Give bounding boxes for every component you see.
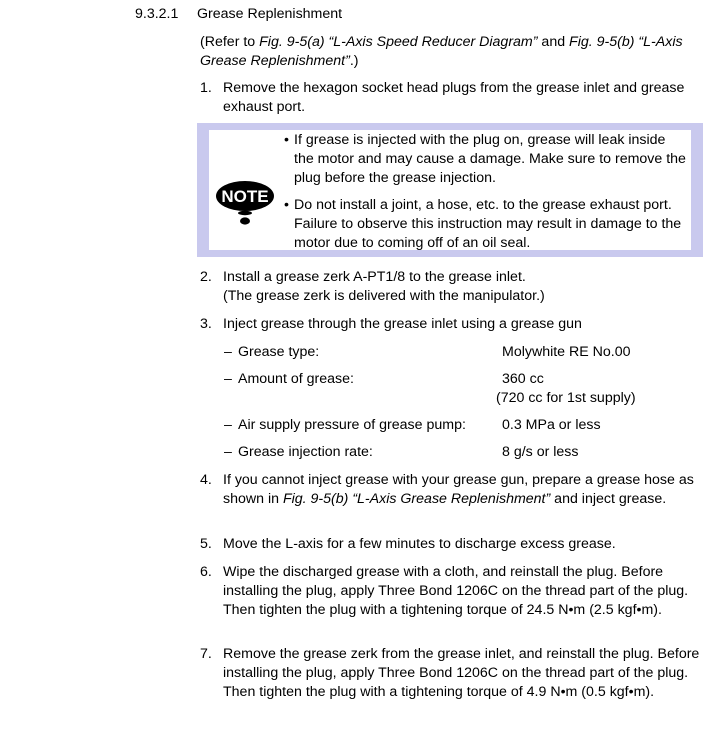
step-text-line: Install a grease zerk A-PT1/8 to the grease inlet.	[223, 269, 526, 285]
spec-label: Grease type:	[238, 344, 320, 360]
step-text	[223, 268, 700, 306]
spec-value-note: (720 cc for 1st supply)	[496, 390, 636, 406]
bullet-glyph: •	[284, 132, 289, 148]
bullet-glyph: •	[284, 197, 289, 213]
note-content	[209, 130, 691, 250]
step-2	[200, 268, 700, 306]
intro-reference	[200, 33, 700, 71]
spec-label: Grease injection rate:	[238, 444, 373, 460]
step-text-line: (The grease zerk is delivered with the manipulator.)	[223, 288, 545, 304]
spec-dash: –	[224, 417, 232, 433]
note-bullet-text: If grease is injected with the plug on, grease will leak inside the motor and may cause a damage. Make sure to remove the plug before the grease injection.	[294, 132, 686, 186]
spec-dash: –	[224, 371, 232, 387]
step-1	[200, 79, 700, 117]
spec-value: 8 g/s or less	[502, 444, 579, 460]
step-number: 3.	[200, 316, 212, 332]
step-text-prefix: If you cannot inject grease with your grease gun, prepare a grease hose as shown in	[223, 472, 694, 507]
spec-label: Amount of grease:	[238, 371, 354, 387]
step-number: 1.	[200, 80, 212, 96]
step-text: Wipe the discharged grease with a cloth, and reinstall the plug. Before installing the plug, apply Three Bond 1206C on the thread part of the plug. Then tighten the plug with a tightening torque of 24.5 N•m (2.5 kgf•m).	[223, 564, 689, 618]
spec-value: 360 cc	[502, 371, 544, 387]
step-number: 6.	[200, 564, 212, 580]
step-text: Inject grease through the grease inlet using a grease gun	[223, 316, 582, 332]
step-7	[200, 645, 700, 702]
section-heading	[135, 5, 342, 24]
step-3	[200, 315, 700, 334]
step-number: 2.	[200, 269, 212, 285]
spec-label: Air supply pressure of grease pump:	[238, 417, 466, 433]
note-box	[197, 123, 703, 257]
note-icon	[215, 170, 275, 226]
spec-value: 0.3 MPa or less	[502, 417, 601, 433]
step-text: Remove the grease zerk from the grease inlet, and reinstall the plug. Before installing the plug, apply Three Bond 1206C on the thread part of the plug. Then tighten the plug with a tightening torque of 4.9 N•m (0.5 kgf•m).	[223, 646, 700, 700]
note-bullet	[283, 131, 687, 188]
step-number: 7.	[200, 646, 212, 662]
figure-reference-b: Fig. 9-5(b) “L-Axis Grease Replenishment”	[282, 491, 551, 507]
intro-middle: and	[537, 34, 570, 50]
section-title: Grease Replenishment	[197, 6, 343, 22]
note-bullet	[283, 196, 687, 253]
step-5	[200, 535, 700, 554]
step-text: Move the L-axis for a few minutes to discharge excess grease.	[223, 536, 616, 552]
step-4	[200, 471, 700, 509]
step-text: Remove the hexagon socket head plugs from the grease inlet and grease exhaust port.	[223, 80, 685, 115]
intro-prefix: (Refer to	[200, 34, 260, 50]
note-bullet-text: Do not install a joint, a hose, etc. to the grease exhaust port. Failure to observe this instruction may result in damage to the motor due to coming off of an oil seal.	[294, 197, 682, 251]
step-text	[223, 471, 700, 509]
step-text-suffix: and inject grease.	[550, 491, 667, 507]
figure-reference-b: Fig. 9-5(b) “L-Axis Grease Replenishment”	[200, 34, 683, 69]
spec-value: Molywhite RE No.00	[502, 344, 631, 360]
spec-dash: –	[224, 344, 232, 360]
step-number: 5.	[200, 536, 212, 552]
note-bullet-list	[283, 131, 687, 261]
note-icon-label: NOTE	[221, 187, 269, 206]
step-number: 4.	[200, 472, 212, 488]
intro-suffix: .)	[349, 53, 359, 69]
step-6	[200, 563, 700, 620]
section-number: 9.3.2.1	[135, 6, 179, 22]
spec-dash: –	[224, 444, 232, 460]
figure-reference-a: Fig. 9-5(a) “L-Axis Speed Reducer Diagram”	[259, 34, 538, 50]
